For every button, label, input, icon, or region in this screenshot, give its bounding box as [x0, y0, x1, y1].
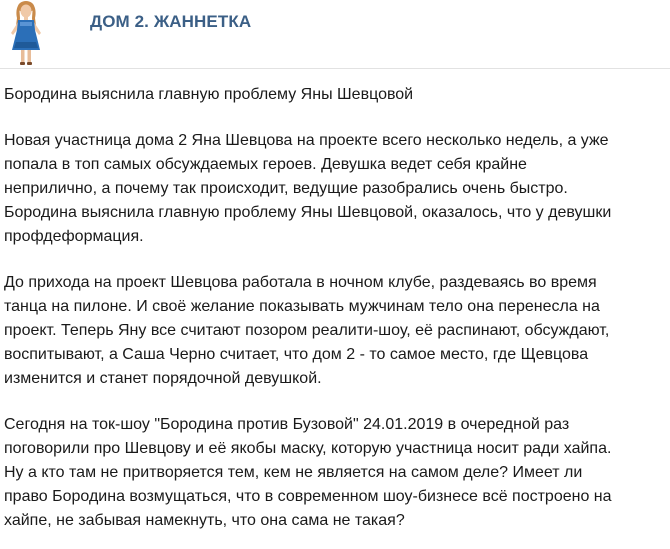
article-paragraph	[4, 271, 664, 391]
paragraph-line: поговорили про Шевцову и её якобы маску, которую участница носит ради хайпа.	[4, 440, 612, 457]
paragraph-line: Новая участница дома 2 Яна Шевцова на проекте всего несколько недель, а уже	[4, 132, 609, 149]
paragraph-line: До прихода на проект Шевцова работала в ночном клубе, раздеваясь во время	[4, 274, 597, 291]
girl-in-blue-dress-icon	[2, 0, 50, 66]
article-paragraph	[4, 413, 664, 533]
article-headline: Бородина выяснила главную проблему Яны Шевцовой	[4, 86, 414, 103]
paragraph-line: воспитывают, а Саша Черно считает, что дом 2 - то самое место, где Щевцова	[4, 346, 589, 363]
paragraph-line: танца на пилоне. И своё желание показывать мужчинам тело она перенесла на	[4, 298, 600, 315]
header-divider	[0, 68, 670, 69]
paragraph-line: проект. Теперь Яну все считают позором реалити-шоу, её распинают, обсуждают,	[4, 322, 610, 339]
paragraph-line: Сегодня на ток-шоу "Бородина против Бузовой" 24.01.2019 в очередной раз	[4, 416, 570, 433]
article-body	[4, 83, 664, 533]
paragraph-line: неприлично, а почему так происходит, ведущие разобрались очень быстро.	[4, 180, 568, 197]
paragraph-line: хайпе, не забывая намекнуть, что она сама не такая?	[4, 512, 405, 529]
site-title[interactable]: ДОМ 2. ЖАННЕТКА	[90, 12, 252, 31]
paragraph-line: Бородина выяснила главную проблему Яны Шевцовой, оказалось, что у девушки	[4, 204, 612, 221]
paragraph-line: Ну а кто там не притворяется тем, кем не является на самом деле? Имеет ли	[4, 464, 583, 481]
paragraph-line: право Бородина возмущаться, что в современном шоу-бизнесе всё построено на	[4, 488, 612, 505]
article-paragraph	[4, 129, 664, 249]
site-header	[0, 0, 670, 68]
paragraph-line: профдеформация.	[4, 228, 144, 245]
paragraph-line: попала в топ самых обсуждаемых героев. Девушка ведет себя крайне	[4, 156, 527, 173]
paragraph-line: изменится и станет порядочной девушкой.	[4, 370, 322, 387]
